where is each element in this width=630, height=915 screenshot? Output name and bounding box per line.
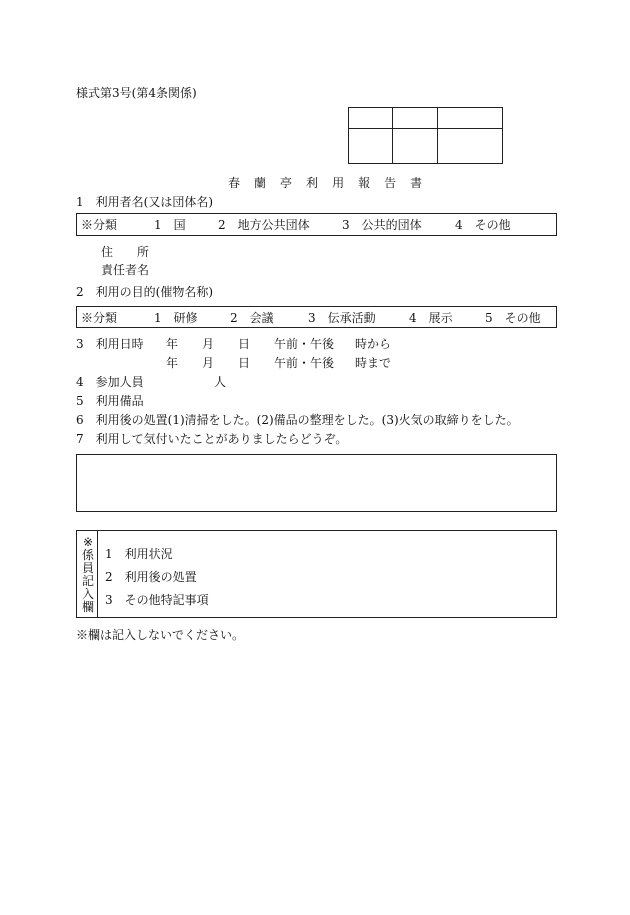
section2-option: 5 その他 — [485, 311, 541, 325]
comments-box — [76, 454, 557, 512]
section5-heading: 5 利用備品 — [76, 394, 144, 408]
start-month: 月 — [202, 337, 215, 351]
section2-heading: 2 利用の目的(催物名称) — [76, 285, 213, 299]
start-year: 年 — [166, 337, 179, 351]
end-day: 日 — [238, 356, 251, 370]
staff-label-char: 員 — [81, 561, 94, 575]
section1-category-label: ※分類 — [81, 218, 118, 232]
section1-option: 1 国 — [154, 218, 186, 232]
end-year: 年 — [166, 356, 179, 370]
section7-heading: 7 利用して気付いたことがありましたらどうぞ。 — [76, 432, 348, 446]
staff-label-char: 入 — [81, 587, 94, 601]
title-char: 用 — [332, 176, 345, 190]
form-number: 様式第3号(第4条関係) — [76, 86, 197, 100]
staff-label-char: 記 — [81, 574, 94, 588]
title-char: 春 — [228, 176, 241, 190]
section1-option: 2 地方公共団体 — [218, 218, 310, 232]
section6-text: 6 利用後の処置(1)清掃をした。(2)備品の整理をした。(3)火気の取締りをした。 — [76, 413, 519, 427]
end-time-suffix: 時まで — [355, 356, 392, 370]
staff-item: 1 利用状況 — [105, 547, 173, 561]
start-day: 日 — [238, 337, 251, 351]
section1-option: 4 その他 — [455, 218, 511, 232]
staff-label-char: 欄 — [81, 600, 94, 614]
start-time-suffix: 時から — [355, 337, 392, 351]
section2-category-label: ※分類 — [81, 311, 118, 325]
section2-option: 4 展示 — [409, 311, 453, 325]
representative-label: 責任者名 — [101, 263, 150, 277]
staff-label-char: ※ — [82, 535, 94, 549]
end-ampm: 午前・午後 — [274, 356, 335, 370]
address-label: 住 所 — [101, 245, 150, 259]
section1-heading: 1 利用者名(又は団体名) — [76, 195, 213, 209]
section1-option: 3 公共的団体 — [342, 218, 422, 232]
staff-label-char: 係 — [81, 548, 94, 562]
participants-unit: 人 — [214, 375, 227, 389]
section4-heading: 4 参加人員 — [76, 375, 144, 389]
title-char: 亭 — [280, 176, 293, 190]
staff-item: 2 利用後の処置 — [105, 570, 197, 584]
staff-vertical-label — [80, 535, 96, 615]
title-char: 書 — [410, 176, 423, 190]
title-char: 蘭 — [254, 176, 267, 190]
title-char: 報 — [358, 176, 371, 190]
end-month: 月 — [202, 356, 215, 370]
section2-option: 1 研修 — [154, 311, 198, 325]
staff-item: 3 その他特記事項 — [105, 593, 209, 607]
title-char: 利 — [306, 176, 319, 190]
title-char: 告 — [384, 176, 397, 190]
section2-option: 2 会議 — [230, 311, 274, 325]
section2-option: 3 伝承活動 — [308, 311, 376, 325]
document-title — [228, 176, 422, 190]
section3-heading: 3 利用日時 — [76, 337, 144, 351]
start-ampm: 午前・午後 — [274, 337, 335, 351]
footnote: ※欄は記入しないでください。 — [76, 628, 245, 642]
